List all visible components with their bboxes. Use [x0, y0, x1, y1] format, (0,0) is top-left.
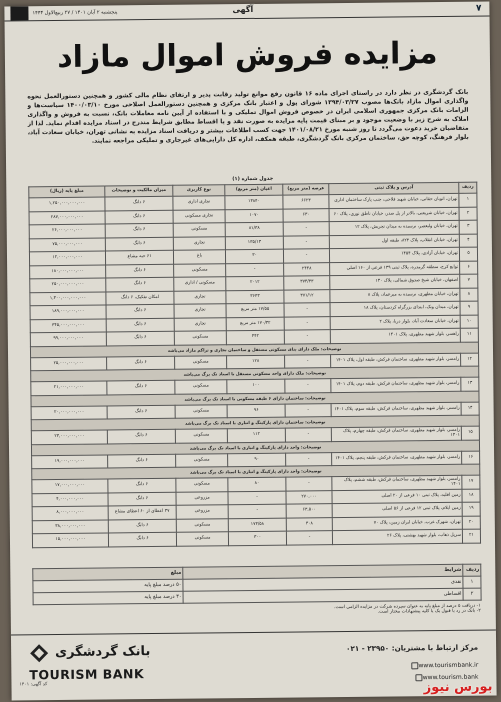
table-cell: ۱۳۵/۱۳ [225, 236, 283, 250]
table-cell: ۴ [459, 234, 477, 248]
table-cell: ۶ دانگ [108, 519, 176, 533]
col-header: مبلغ [33, 567, 183, 581]
table-cell: مسکونی [174, 263, 226, 277]
table-cell: رامسر، بلوار شهید مطهری، ساختمان فرکش، طبقه چهارم، پلاک ۱۴۰۱ [331, 426, 461, 441]
table-cell: ۱۴ [461, 402, 479, 416]
table-cell: ۲۴۴۸ [284, 262, 330, 276]
table-cell: ۶ دانگ [106, 264, 174, 278]
table-cell: ۱۶ [462, 451, 480, 465]
table-cell: رامسر، بلوار شهید مطهری، ساختمان فرکش، طبقه ششم، پلاک ۱۴۰۱ [332, 475, 462, 490]
table-subrow: توضیحات: ملک دارای بنای مسکونی مستقل و ساختمان تجاری و تراکم مازاد می‌باشد [30, 342, 478, 358]
table-cell: رامسر، بلوار شهید مطهری، ساختمان فرکش، طبقه سوم، پلاک ۱۴۰۱ [331, 402, 461, 417]
table-cell: - [284, 303, 330, 317]
table-cell: ۱۳۸۴۰ [225, 195, 283, 209]
table-cell: ۳۰۸ [286, 517, 332, 531]
table-cell: ۴,۰۰۰,۰۰۰,۰۰۰ [32, 492, 108, 506]
note-line: ۱- دریافت ۵ درصد از مبلغ پایه به عنوان سپرده شرکت در مزایده الزامی است. [334, 603, 481, 611]
table-cell: ۹۰ [228, 453, 286, 467]
table-cell: ۵ [459, 247, 477, 261]
table-cell: تهران، شهرک غرب، خیابان ایران زمین، پلاک ۷۰ [332, 516, 462, 531]
watermark: بورس نیوز [423, 679, 493, 696]
table-cell: ۱۰۰ [227, 379, 285, 393]
table-cell: ۶ دانگ [106, 331, 174, 345]
table-cell: ۲۵۰,۰۰۰,۰۰۰,۰۰۰ [30, 278, 106, 292]
table-cell: - [285, 354, 331, 368]
table-cell: ۶ دانگ [108, 478, 176, 492]
table-subrow: توضیحات: واحد دارای پارکینگ و انباری با اسناد تک برگ می‌باشد [32, 464, 480, 480]
table-cell: ۲۰۱۲ [226, 276, 284, 290]
ad-code: کد آگهی: ۱۴۰۱ [19, 682, 48, 688]
table-cell: مسکونی [174, 331, 226, 345]
properties-table-wrap [28, 174, 480, 573]
table-cell: مزروعی [176, 491, 228, 505]
table-cell: ۱۳ [461, 377, 479, 391]
table-row: ۱ نقدی ۵۰ درصد مبلغ پایه [33, 576, 481, 593]
table-cell: ۲۵,۰۰۰,۰۰۰,۰۰۰ [31, 357, 107, 371]
table-cell: ۱۲,۰۰۰,۰۰۰,۰۰۰ [29, 251, 105, 265]
table-subrow: توضیحات: ساختمان دارای پارکینگ و انباری با اسناد تک برگ می‌باشد [31, 415, 479, 431]
table-cell: ۱۷۳/۵۸ [228, 518, 286, 532]
table-cell: - [228, 504, 286, 518]
date-line: پنجشنبه ۲ آبان ۱۴۰۱ / ۲۷ ربیع‌الاول ۱۴۴۴ [32, 9, 118, 17]
table-cell: - [283, 222, 329, 236]
table-cell: تجاری [174, 304, 226, 318]
table-cell: تجاری [173, 236, 225, 250]
col-header: عرصه (متر مربع) [283, 184, 329, 195]
table-cell: ۲۷۰,۰۰۰ [286, 490, 332, 504]
table-cell: ۸,۰۰۰,۰۰۰,۰۰۰ [32, 506, 108, 520]
table-cell: ۹۶ [227, 404, 285, 418]
table-row: ۲ اقساطی ۳۰ درصد مبلغ پایه [33, 588, 481, 605]
table-cell: ۱۰ [460, 315, 478, 329]
table-cell: ۱۷ [462, 475, 480, 489]
col-header: میزان مالکیت و توضیحات [105, 185, 173, 197]
table-cell: تجاری اداری [173, 196, 225, 210]
table-subrow: توضیحات: ساختمان دارای ۶ طبقه مسکونی با اسناد تک برگ می‌باشد [31, 391, 479, 407]
table-cell: ۳۷۱/۱۲ [284, 289, 330, 303]
table-cell: ۶ دانگ [108, 532, 176, 546]
table-cell: مسکونی [176, 518, 228, 532]
table-cell: مسکونی [173, 223, 225, 237]
contact-label: مرکز ارتباط با مشتریان: [391, 642, 479, 653]
page-header [4, 1, 489, 21]
table-cell: ۶ دانگ [106, 277, 174, 291]
table-cell: تهران، خیابان آزادی، پلاک ۱۴۵۴ [329, 247, 459, 262]
table-cell: - [286, 452, 332, 466]
table-cell: ۸۰ [228, 477, 286, 491]
table-cell: تهران، اتوبان حقانی، خیابان شهید فلاحی، جنب پارک ساختمان اداری [329, 193, 459, 208]
table-cell: - [226, 263, 284, 277]
table-cell: ۶۳,۵۰۰ [286, 504, 332, 518]
section-label: آگهی [232, 4, 254, 15]
table-cell: ۱۲ [461, 353, 479, 367]
table-cell: ۶ دانگ [105, 196, 173, 210]
table-cell: اصفهان، خیابان شیخ صدوق شمالی، پلاک ۱۳۰ [330, 274, 460, 289]
table-cell: ۱۹ [462, 502, 480, 516]
table-cell: ۹ [460, 301, 478, 315]
table-cell: ۱۵,۰۰۰,۰۰۰,۰۰۰ [32, 533, 108, 547]
table-cell: ۳۰۰ [228, 531, 286, 545]
table-cell: مسکونی / اداری [174, 277, 226, 291]
table-cell: ۱۵ [461, 426, 479, 440]
table-cell: تهران، خیابان ولیعصر، نرسیده به میدان تجریش، پلاک ۱۲ [329, 220, 459, 235]
table-cell: ۲۱,۰۰۰,۰۰۰,۰۰۰ [31, 381, 107, 395]
intro-paragraph: بانک گردشگری در نظر دارد در راستای اجرای ماده ۱۶ قانون رفع موانع تولید رقابت پذیر و ارتقای نظام مالی کشور و همچنین دستورالعمل نحوه واگذاری اموال مازاد بانک‌ها مصوب ۱۳۹۴/۰۳/۲۷ شورای پول و اعتبار بانک مرکزی و همچنین دستورالعمل اصلاحی مورخ ۱۴۰۰/۰۳/۱۰ سیاست‌ها و الزامات بانک مرکزی جمهوری اسلامی ایران در خصوص فروش اموال تملیکی و با استفاده از آیین نامه معاملات بانک، نسبت به فروش و واگذاری املاک به شرح زیر با وضعیت موجود و بر مبنای قیمت پایه مزایده به صورت نقد و یا اقساط مطابق شرایط مندرج در اسناد مزایده اقدام نماید. لذا از متقاضیان خرید دعوت می‌گردد تا روز شنبه مورخ ۱۴۰۱/۰۸/۲۱ جهت کسب اطلاعات بیشتر و دریافت اسناد مزایده به نشانی تهران، خیابان سعادت آباد، بلوار فرهنگ، کوچه حق، ساختمان مرکزی بانک گردشگری، طبقه همکف، اداره کل دارایی‌های غیرجاری و تملیکی مراجعه نمایند. [27, 88, 469, 146]
table-cell: ۲۰ [462, 516, 480, 530]
table-cell: ۳۸,۰۰۰,۰۰۰,۰۰۰ [32, 519, 108, 533]
table-cell: ۶ دانگ [108, 492, 176, 506]
table-cell: ۱۷۰/۳۲ متر مربع [226, 317, 284, 331]
table-cell: مسکونی [176, 453, 228, 467]
properties-table [28, 174, 481, 548]
col-header: ردیف [459, 182, 477, 193]
table-cell: ۱ [459, 193, 477, 207]
table-cell: ۶ دانگ [105, 223, 173, 237]
table-cell: تجاری مسکونی [173, 209, 225, 223]
table-cell: ۱۷/۵۵ متر مربع [226, 303, 284, 317]
table-cell: ۶۶۲۳ [283, 195, 329, 209]
table-cell: - [284, 330, 330, 344]
table-cell: - [283, 235, 329, 249]
table-cell: ۶ دانگ [108, 454, 176, 468]
col-header: اعیان (متر مربع) [225, 184, 283, 196]
table-cell: ۶ [460, 261, 478, 275]
table-cell: ۳۷۳/۳۳ [284, 276, 330, 290]
footer [11, 629, 497, 700]
website-link[interactable]: www.tourism.bank [414, 674, 479, 682]
table-cell: رامسر، بلوار شهید مطهری، ساختمان فرکش، طبقه پنجم، پلاک ۱۴۰۱ [332, 451, 462, 466]
table-cell: - [286, 477, 332, 491]
table-cell: ۸۱/۳۸ [225, 222, 283, 236]
table-cell: ۹۹,۰۰۰,۰۰۰,۰۰۰ [30, 332, 106, 346]
table-cell: ۱۲۸ [227, 355, 285, 369]
table-cell: ۶ دانگ [107, 429, 175, 443]
table-cell: توابع کرج، منطقه گرمدره، پلاک ثبتی ۱۳۹ فرعی از ۱۶۰ اصلی [330, 261, 460, 276]
table-cell: ۱۸۰,۰۰۰,۰۰۰,۰۰۰ [30, 265, 106, 279]
table-cell: ۱,۳۰۰,۰۰۰,۰۰۰,۰۰۰ [30, 292, 106, 306]
table-cell: ۶ دانگ [107, 356, 175, 370]
website-link[interactable]: www.tourismbank.ir [409, 662, 478, 670]
table-cell: ۳۴۵,۰۰۰,۰۰۰,۰۰۰ [30, 319, 106, 333]
table-cell: تجاری [174, 317, 226, 331]
table-cell: راهسر، بلوار شهید مطهری، پلاک ۱۴۰۱ [330, 328, 460, 343]
table-cell: ۲۰,۰۰۰,۰۰۰,۰۰۰ [31, 406, 107, 420]
table-cell: - [286, 531, 332, 545]
table-cell: ۱۷,۰۰۰,۰۰۰,۰۰۰ [32, 479, 108, 493]
table-cell: سرپل ذهاب، بلوار شهید بهشتی، پلاک ۲۶ [332, 529, 462, 544]
table-cell: ۱۸۹,۰۰۰,۰۰۰,۰۰۰ [30, 305, 106, 319]
table-cell: امکان تفکیک، ۶ دانگ [106, 291, 174, 305]
table-caption: جدول شماره (۱) [232, 175, 274, 183]
table-cell: ۶۱ حبه مشاع [106, 250, 174, 264]
col-header: شرایط [183, 564, 463, 579]
table-cell: زمین اقلید، پلاک ثبتی ۱۰ فرعی از ۲۰ اصلی [332, 489, 462, 504]
table-cell: مزروعی [176, 505, 228, 519]
table-cell: ۶ دانگ [106, 318, 174, 332]
table-cell: ۱۱ [460, 328, 478, 342]
table-cell: ۸ [460, 288, 478, 302]
table-cell: - [284, 316, 330, 330]
notes [33, 604, 481, 629]
table-cell: مسکونی [176, 478, 228, 492]
corner-mark [10, 6, 28, 20]
table-cell: ۷ [460, 274, 478, 288]
table-cell: ۶ دانگ [107, 380, 175, 394]
table-cell: تهران، خیابان سعادت آباد، بلوار دریا، پلاک ۲ [330, 315, 460, 330]
table-cell: ۶ دانگ [105, 237, 173, 251]
table-cell: - [285, 428, 331, 442]
table-subrow: توضیحات: واحد دارای پارکینگ و انباری با اسناد تک برگ می‌باشد [31, 440, 479, 456]
col-header: آدرس و پلاک ثبتی [329, 182, 459, 194]
table-cell: تهران، خیابان انقلاب، پلاک ۸۲۳، طبقه اول [329, 234, 459, 249]
table-body [29, 193, 481, 547]
sale-terms-table [32, 564, 481, 606]
table-cell: مسکونی [175, 404, 227, 418]
table-cell: زمین ایلام، پلاک ثبتی ۱۲ فرعی از ۵۶ اصلی [332, 502, 462, 517]
table-cell: ۱۸ [462, 489, 480, 503]
table-cell: ۳۷ اعطای از ۶۰ اعطای مشاع [108, 505, 176, 519]
note-line: ۲- بانک در رد یا قبول یک یا کلیه پیشنهادات مختار است. [377, 608, 481, 615]
table-cell: رامسر، بلوار شهید مطهری، ساختمان فرکش، طبقه اول، پلاک ۱۴۰۱ [331, 353, 461, 368]
contact-number: ۲۳۹۵۰ - ۰۲۱ [345, 643, 390, 654]
page-number: ۷ [475, 3, 482, 14]
table-subrow: توضیحات: ملک دارای واحد مسکونی مستقل با اسناد تک برگ می‌باشد [31, 366, 479, 382]
table-cell: ۳ [459, 220, 477, 234]
table-cell: ۲۳,۰۰۰,۰۰۰,۰۰۰ [31, 430, 107, 444]
table-cell: رامسر، بلوار شهید مطهری، ساختمان فرکش، طبقه دوم، پلاک ۱۴۰۱ [331, 377, 461, 392]
table-cell: - [285, 379, 331, 393]
table-cell: ۳۰ [226, 249, 284, 263]
table-cell: مسکونی [176, 532, 228, 546]
logo-persian: بانک گردشگری [55, 644, 151, 661]
bank-logo-icon [29, 643, 49, 663]
table-cell: ۱۰۷۰ [225, 209, 283, 223]
table-cell: - [285, 403, 331, 417]
newspaper-page [4, 1, 496, 700]
table-cell: ۳۶۴۳ [226, 290, 284, 304]
table-cell: ۶ دانگ [106, 304, 174, 318]
table-cell: ۲۸۷,۰۰۰,۰۰۰,۰۰۰ [29, 211, 105, 225]
ad-title: مزایده فروش اموال مازاد [57, 36, 438, 76]
col-header: ردیف [463, 564, 481, 576]
table-cell: مسکونی [175, 355, 227, 369]
table-cell: تجاری [174, 290, 226, 304]
table-cell: باغ [174, 250, 226, 264]
table-cell: ۶ دانگ [107, 405, 175, 419]
table-cell: ۲۶,۰۰۰,۰۰۰,۰۰۰ [29, 224, 105, 238]
table-cell: ۷۵,۰۰۰,۰۰۰,۰۰۰ [29, 238, 105, 252]
col-header: نوع کاربری [173, 185, 225, 197]
table-cell: تهران، میدان ونک، ابتدای بزرگراه کردستان، پلاک ۱۸ [330, 301, 460, 316]
table-cell: - [283, 249, 329, 263]
table-cell: تهران، خیابان مطهری، نرسیده به میرعماد، پلاک ۸ [330, 288, 460, 303]
col-header: مبلغ پایه (ریال) [29, 186, 105, 198]
table-cell: مسکونی [175, 380, 227, 394]
table-cell: ۱۱۲ [227, 428, 285, 442]
table-cell: ۲ [459, 207, 477, 221]
table-cell: ۱۹,۰۰۰,۰۰۰,۰۰۰ [32, 455, 108, 469]
logo-english: TOURISM BANK [29, 666, 145, 683]
contact-line [346, 643, 478, 653]
table-cell: مسکونی [175, 429, 227, 443]
table-cell: ۴۴۲ [226, 330, 284, 344]
table-cell: ۶ دانگ [105, 210, 173, 224]
table-cell: - [228, 491, 286, 505]
table-cell: تهران، خیابان شریعتی، بالاتر از پل صدر، خیابان ناطق نوری، پلاک ۶۰ [329, 207, 459, 222]
table-cell: ۱,۲۵۰,۰۰۰,۰۰۰,۰۰۰ [29, 197, 105, 211]
table-cell: ۲۱ [462, 529, 480, 543]
table-cell: ۶۳۰ [283, 208, 329, 222]
